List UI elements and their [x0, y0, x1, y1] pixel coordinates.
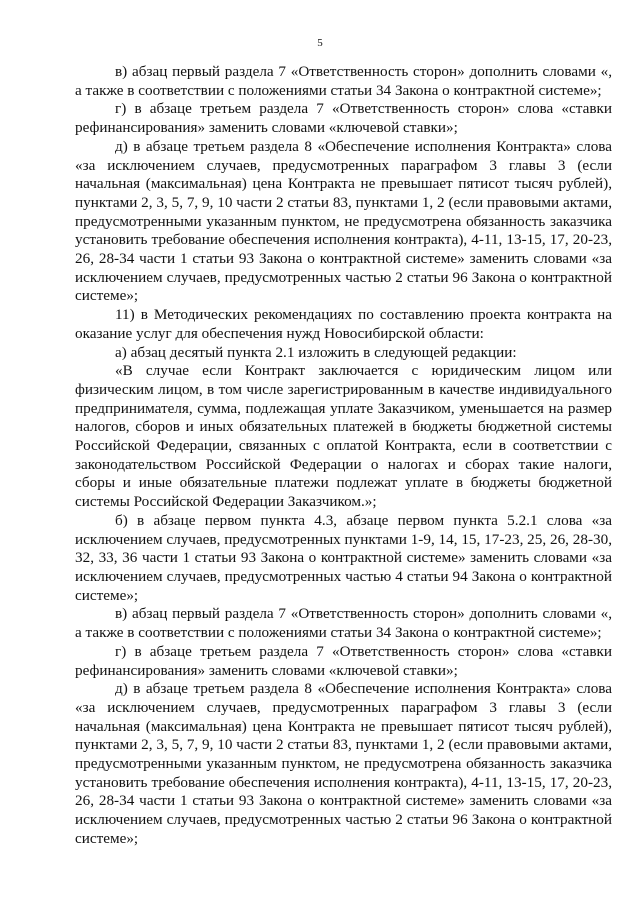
page-number: 5	[317, 37, 323, 49]
paragraph-item-b: б) в абзаце первом пункта 4.3, абзаце первом пункта 5.2.1 слова «за исключением случаев, предусмотренных пунктами 1-9, 14, 15, 17-23, 25, 26, 28-30, 32, 33, 36 части 1 статьи 93 Закона о контрактной системе» заменить словами «за исключением случаев, предусмотренных частью 4 статьи 94 Закона о контрактной системе»;	[75, 511, 612, 604]
paragraph-8d-second: д) в абзаце третьем раздела 8 «Обеспечение исполнения Контракта» слова «за исключением случаев, предусмотренных параграфом 3 главы 3 (если начальная (максимальная) цена Контракта не превышает пятисот тысяч рублей), пунктами 2, 3, 5, 7, 9, 10 части 2 статьи 83, пунктами 1, 2 (если правовыми актами, предусмотренными указанным пунктом, не предусмотрена обязанность заказчика установить требование обеспечения исполнения контракта), 4-11, 13-15, 17, 20-23, 26, 28-34 части 1 статьи 93 Закона о контрактной системе» заменить словами «за исключением случаев, предусмотренных частью 2 статьи 96 Закона о контрактной системе»;	[75, 680, 612, 847]
paragraph-7g-second: г) в абзаце третьем раздела 7 «Ответственность сторон» слова «ставки рефинансирования» заменить словами «ключевой ставки»;	[75, 642, 612, 679]
paragraph-8d-first: д) в абзаце третьем раздела 8 «Обеспечение исполнения Контракта» слова «за исключением случаев, предусмотренных параграфом 3 главы 3 (если начальная (максимальная) цена Контракта не превышает пятисот тысяч рублей), пунктами 2, 3, 5, 7, 9, 10 части 2 статьи 83, пунктами 1, 2 (если правовыми актами, предусмотренными указанным пунктом, не предусмотрена обязанность заказчика установить требование обеспечения исполнения контракта), 4-11, 13-15, 17, 20-23, 26, 28-34 части 1 статьи 93 Закона о контрактной системе» заменить словами «за исключением случаев, предусмотренных частью 2 статьи 96 Закона о контрактной системе»;	[75, 137, 612, 305]
paragraph-quote: «В случае если Контракт заключается с юридическим лицом или физическим лицом, в том числе зарегистрированным в качестве индивидуального предпринимателя, сумма, подлежащая уплате Заказчиком, уменьшается на размер налогов, сборов и иных обязательных платежей в бюджеты бюджетной системы Российской Федерации, связанных с оплатой Контракта, если в соответствии с законодательством Российской Федерации о налогах и сборах такие налоги, сборы и иные обязательные платежи подлежат уплате в бюджеты бюджетной системы Российской Федерации Заказчиком.»;	[75, 362, 612, 511]
document-body	[75, 63, 612, 849]
paragraph-7g-first: г) в абзаце третьем раздела 7 «Ответственность сторон» слова «ставки рефинансирования» заменить словами «ключевой ставки»;	[75, 100, 612, 137]
paragraph-7v-second: в) абзац первый раздела 7 «Ответственность сторон» дополнить словами «, а также в соответствии с положениями статьи 34 Закона о контрактной системе»;	[75, 605, 612, 642]
paragraph-item-11: 11) в Методических рекомендациях по составлению проекта контракта на оказание услуг для обеспечения нужд Новосибирской области:	[75, 306, 612, 342]
paragraph-item-a: а) абзац десятый пункта 2.1 изложить в следующей редакции:	[115, 343, 517, 361]
paragraph-7v-first: в) абзац первый раздела 7 «Ответственность сторон» дополнить словами «, а также в соответствии с положениями статьи 34 Закона о контрактной системе»;	[75, 63, 612, 99]
